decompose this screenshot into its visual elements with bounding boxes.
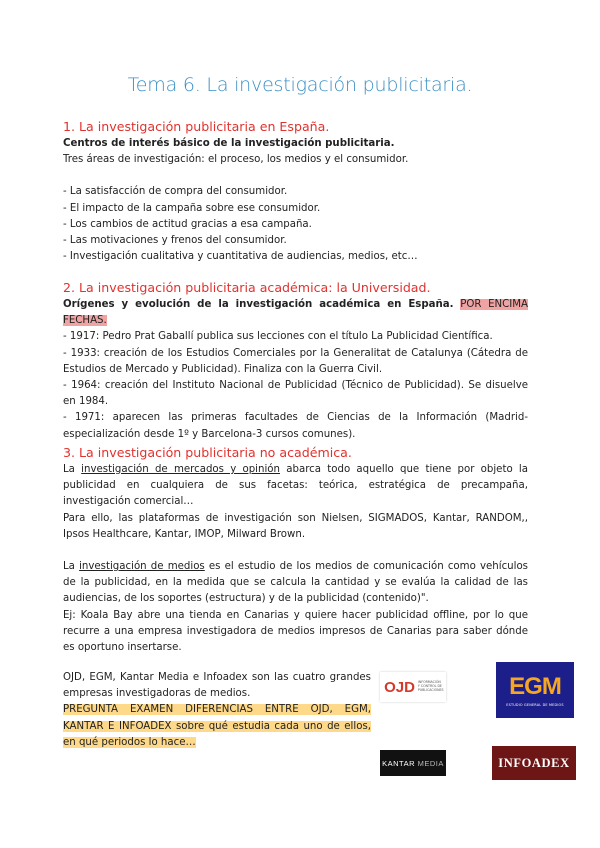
section-2-subtitle bbox=[63, 297, 528, 329]
text-fragment: es el estudio de los medios de comunicación como vehículos de la publicidad, en la medida que se calcula la cantidad y se evalúa la calidad de las audiencias, de los soportes (estructura) y de la publicidad (contenido)". bbox=[63, 561, 528, 605]
section-3 bbox=[63, 444, 528, 656]
paragraph-example: Ej: Koala Bay abre una tienda en Canarias y quiere hacer publicidad offline, por lo que recurre a una empresa investigadora de medios impresos de Canarias para saber dónde es oportuno insertarse. bbox=[63, 609, 528, 654]
ojd-logo-subtext: INFORMACIÓN Y CONTROL DE PUBLICACIONES bbox=[417, 680, 444, 692]
section-1 bbox=[63, 118, 528, 265]
list-item: - Investigación cualitativa y cuantitativa de audiencias, medios, etc… bbox=[63, 251, 418, 263]
list-item: - La satisfacción de compra del consumidor. bbox=[63, 186, 288, 198]
underlined-term: investigación de mercados y opinión bbox=[81, 464, 280, 475]
section-1-intro: Tres áreas de investigación: el proceso, los medios y el consumidor. bbox=[63, 154, 409, 166]
text-fragment: La bbox=[63, 464, 82, 475]
section-2-bold-line: Orígenes y evolución de la investigación académica en España. bbox=[63, 299, 454, 310]
text-fragment: La bbox=[63, 561, 80, 573]
spacer bbox=[63, 543, 528, 559]
infoadex-logo-text: INFOADEX bbox=[498, 755, 570, 770]
exam-note bbox=[63, 702, 371, 751]
section-2-heading: 2. La investigación publicitaria académica: la Universidad. bbox=[63, 280, 431, 295]
exam-highlight: PREGUNTA EXAMEN DIFERENCIAS ENTRE OJD, EGM, KANTAR E INFOADEX sobre qué estudia cada uno de ellos, en qué periodos lo hace… bbox=[63, 704, 371, 748]
kantar-logo-text: KANTAR bbox=[382, 758, 415, 768]
section-1-bold-line: Centros de interés básico de la investigación publicitaria. bbox=[63, 138, 395, 149]
paragraph-platforms: Para ello, las plataformas de investigación son Nielsen, SIGMADOS, Kantar, RANDOM,, Ipsos Healthcare, Kantar, IMOP, Milward Brown. bbox=[63, 512, 528, 540]
underlined-term: investigación de medios bbox=[79, 561, 205, 573]
section-3-heading: 3. La investigación publicitaria no académica. bbox=[63, 445, 352, 460]
history-item: - 1964: creación del Instituto Nacional de Publicidad (Técnico de Publicidad). Se disuelve en 1984. bbox=[63, 380, 528, 408]
section-1-heading: 1. La investigación publicitaria en España. bbox=[63, 119, 330, 134]
kantar-logo-media: MEDIA bbox=[417, 758, 444, 768]
paragraph-companies: OJD, EGM, Kantar Media e Infoadex son las cuatro grandes empresas investigadoras de medios. bbox=[63, 672, 371, 700]
section-3-companies bbox=[63, 670, 371, 751]
history-item: - 1971: aparecen las primeras facultades de Ciencias de la Información (Madrid-especialización desde 1º y Barcelona-3 cursos comunes). bbox=[63, 412, 528, 440]
section-2 bbox=[63, 279, 528, 443]
highlight-note: POR ENCIMA FECHAS. bbox=[63, 299, 529, 327]
ojd-logo-text: OJD bbox=[384, 678, 415, 696]
ojd-logo bbox=[380, 672, 446, 702]
kantar-media-logo bbox=[380, 750, 446, 776]
egm-logo-text: EGM bbox=[509, 673, 561, 700]
spacer bbox=[63, 168, 528, 184]
text-fragment: abarca todo aquello que tiene por objeto la publicidad en cualquiera de sus facetas: teórica, estratégica de precampaña, investigación comercial… bbox=[63, 464, 528, 508]
list-item: - El impacto de la campaña sobre ese consumidor. bbox=[63, 202, 321, 214]
list-item: - Las motivaciones y frenos del consumidor. bbox=[63, 235, 287, 247]
egm-logo-subtext: ESTUDIO GENERAL DE MEDIOS bbox=[506, 703, 564, 707]
paragraph-media-research bbox=[63, 559, 528, 608]
history-item: - 1917: Pedro Prat Gaballí publica sus lecciones con el título La Publicidad Científica. bbox=[63, 331, 493, 343]
infoadex-logo bbox=[492, 746, 576, 780]
egm-logo bbox=[496, 662, 574, 718]
paragraph-market-research bbox=[63, 462, 528, 511]
list-item: - Los cambios de actitud gracias a esa campaña. bbox=[63, 218, 312, 230]
page-title: Tema 6. La investigación publicitaria. bbox=[127, 74, 473, 96]
history-item: - 1933: creación de los Estudios Comerciales por la Generalitat de Catalunya (Cátedra de Estudios de Mercado y Publicidad). Finaliza con la Guerra Civil. bbox=[63, 347, 528, 375]
